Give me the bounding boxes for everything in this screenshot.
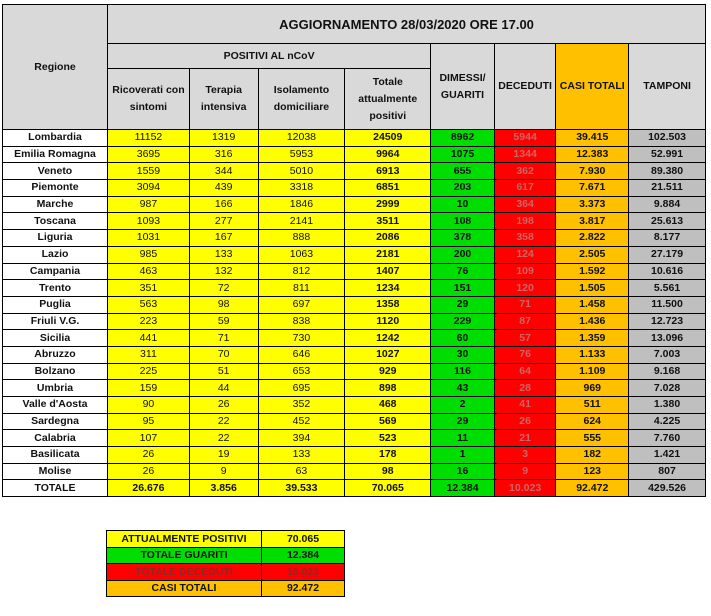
cell-isolamento: 452	[258, 413, 345, 430]
cell-region-name: Liguria	[3, 230, 108, 247]
cell-region-name: Sardegna	[3, 413, 108, 430]
cell-deceduti: 76	[494, 346, 556, 363]
cell-deceduti: 21	[494, 430, 556, 447]
cell-isolamento: 697	[258, 296, 345, 313]
cell-tamponi: 4.225	[629, 413, 706, 430]
summary-row	[107, 531, 345, 548]
cell-tamponi: 27.179	[629, 246, 706, 263]
cell-terapia: 44	[189, 380, 258, 397]
cell-terapia: 9	[189, 463, 258, 480]
cell-tamponi: 21.511	[629, 180, 706, 197]
cell-totale-positivi: 98	[345, 463, 431, 480]
table-row	[3, 463, 706, 480]
total-dimessi: 12.384	[431, 480, 495, 497]
table-row	[3, 146, 706, 163]
cell-totale-positivi: 898	[345, 380, 431, 397]
cell-tamponi: 1.421	[629, 447, 706, 464]
cell-region-name: Toscana	[3, 213, 108, 230]
cell-tamponi: 7.760	[629, 430, 706, 447]
cell-region-name: Emilia Romagna	[3, 146, 108, 163]
cell-region-name: Lombardia	[3, 130, 108, 147]
cell-ricoverati: 107	[108, 430, 190, 447]
cell-deceduti: 1344	[494, 146, 556, 163]
total-isolamento: 39.533	[258, 480, 345, 497]
cell-totale-positivi: 2086	[345, 230, 431, 247]
cell-deceduti: 57	[494, 330, 556, 347]
table-row	[3, 230, 706, 247]
cell-ricoverati: 90	[108, 397, 190, 414]
cell-isolamento: 730	[258, 330, 345, 347]
cell-dimessi: 60	[431, 330, 495, 347]
summary-label: ATTUALMENTE POSITIVI	[107, 531, 262, 548]
table-row	[3, 246, 706, 263]
cell-isolamento: 812	[258, 263, 345, 280]
table-row	[3, 363, 706, 380]
cell-totale-positivi: 9964	[345, 146, 431, 163]
table-row	[3, 447, 706, 464]
cell-terapia: 19	[189, 447, 258, 464]
cell-region-name: Puglia	[3, 296, 108, 313]
cell-casi-totali: 1.458	[556, 296, 629, 313]
cell-region-name: Piemonte	[3, 180, 108, 197]
cell-isolamento: 3318	[258, 180, 345, 197]
cell-region-name: Abruzzo	[3, 346, 108, 363]
header-regione: Regione	[3, 5, 108, 130]
covid-regional-table	[2, 4, 706, 497]
cell-tamponi: 52.991	[629, 146, 706, 163]
cell-region-name: Lazio	[3, 246, 108, 263]
cell-deceduti: 617	[494, 180, 556, 197]
cell-totale-positivi: 1120	[345, 313, 431, 330]
cell-deceduti: 109	[494, 263, 556, 280]
cell-totale-positivi: 1407	[345, 263, 431, 280]
header-terapia: Terapia intensiva	[189, 69, 258, 130]
summary-value: 10.023	[262, 564, 345, 581]
cell-ricoverati: 3094	[108, 180, 190, 197]
total-region-name: TOTALE	[3, 480, 108, 497]
cell-deceduti: 28	[494, 380, 556, 397]
cell-ricoverati: 1031	[108, 230, 190, 247]
total-totale-positivi: 70.065	[345, 480, 431, 497]
cell-isolamento: 838	[258, 313, 345, 330]
cell-ricoverati: 1559	[108, 163, 190, 180]
header-isolamento: Isolamento domiciliare	[258, 69, 345, 130]
cell-casi-totali: 1.505	[556, 280, 629, 297]
cell-terapia: 344	[189, 163, 258, 180]
cell-deceduti: 362	[494, 163, 556, 180]
cell-deceduti: 5944	[494, 130, 556, 147]
table-row	[3, 313, 706, 330]
cell-isolamento: 888	[258, 230, 345, 247]
summary-label: TOTALE DECEDUTI	[107, 564, 262, 581]
cell-ricoverati: 11152	[108, 130, 190, 147]
table-row	[3, 330, 706, 347]
cell-casi-totali: 39.415	[556, 130, 629, 147]
cell-deceduti: 198	[494, 213, 556, 230]
table-row	[3, 346, 706, 363]
cell-ricoverati: 985	[108, 246, 190, 263]
cell-isolamento: 12038	[258, 130, 345, 147]
summary-row	[107, 564, 345, 581]
cell-casi-totali: 1.592	[556, 263, 629, 280]
cell-dimessi: 151	[431, 280, 495, 297]
cell-ricoverati: 26	[108, 447, 190, 464]
cell-deceduti: 26	[494, 413, 556, 430]
cell-isolamento: 1846	[258, 196, 345, 213]
total-tamponi: 429.526	[629, 480, 706, 497]
cell-totale-positivi: 1234	[345, 280, 431, 297]
cell-dimessi: 108	[431, 213, 495, 230]
cell-dimessi: 16	[431, 463, 495, 480]
table-row	[3, 413, 706, 430]
cell-terapia: 59	[189, 313, 258, 330]
cell-dimessi: 30	[431, 346, 495, 363]
cell-dimessi: 655	[431, 163, 495, 180]
cell-dimessi: 11	[431, 430, 495, 447]
table-row	[3, 196, 706, 213]
cell-tamponi: 13.096	[629, 330, 706, 347]
cell-region-name: Friuli V.G.	[3, 313, 108, 330]
cell-tamponi: 7.003	[629, 346, 706, 363]
cell-totale-positivi: 24509	[345, 130, 431, 147]
cell-casi-totali: 624	[556, 413, 629, 430]
cell-deceduti: 124	[494, 246, 556, 263]
summary-value: 92.472	[262, 580, 345, 597]
cell-dimessi: 378	[431, 230, 495, 247]
cell-ricoverati: 463	[108, 263, 190, 280]
cell-ricoverati: 987	[108, 196, 190, 213]
cell-terapia: 316	[189, 146, 258, 163]
header-totale-positivi: Totale attualmente positivi	[345, 69, 431, 130]
cell-terapia: 166	[189, 196, 258, 213]
cell-tamponi: 11.500	[629, 296, 706, 313]
cell-tamponi: 9.168	[629, 363, 706, 380]
cell-terapia: 132	[189, 263, 258, 280]
total-ricoverati: 26.676	[108, 480, 190, 497]
cell-casi-totali: 1.436	[556, 313, 629, 330]
table-row	[3, 430, 706, 447]
cell-region-name: Veneto	[3, 163, 108, 180]
report-title: AGGIORNAMENTO 28/03/2020 ORE 17.00	[108, 5, 706, 44]
table-row	[3, 263, 706, 280]
cell-casi-totali: 182	[556, 447, 629, 464]
cell-terapia: 22	[189, 413, 258, 430]
cell-tamponi: 9.884	[629, 196, 706, 213]
cell-isolamento: 653	[258, 363, 345, 380]
cell-tamponi: 10.616	[629, 263, 706, 280]
cell-casi-totali: 969	[556, 380, 629, 397]
cell-casi-totali: 12.383	[556, 146, 629, 163]
cell-dimessi: 2	[431, 397, 495, 414]
cell-isolamento: 646	[258, 346, 345, 363]
cell-region-name: Campania	[3, 263, 108, 280]
cell-ricoverati: 311	[108, 346, 190, 363]
cell-ricoverati: 351	[108, 280, 190, 297]
total-deceduti: 10.023	[494, 480, 556, 497]
cell-ricoverati: 26	[108, 463, 190, 480]
summary-row	[107, 547, 345, 564]
cell-region-name: Molise	[3, 463, 108, 480]
cell-dimessi: 200	[431, 246, 495, 263]
cell-ricoverati: 1093	[108, 213, 190, 230]
cell-casi-totali: 1.133	[556, 346, 629, 363]
summary-label: CASI TOTALI	[107, 580, 262, 597]
summary-value: 70.065	[262, 531, 345, 548]
cell-dimessi: 116	[431, 363, 495, 380]
cell-terapia: 1319	[189, 130, 258, 147]
header-ricoverati: Ricoverati con sintomi	[108, 69, 190, 130]
totals-row	[3, 480, 706, 497]
cell-terapia: 439	[189, 180, 258, 197]
cell-terapia: 277	[189, 213, 258, 230]
cell-region-name: Bolzano	[3, 363, 108, 380]
table-row	[3, 397, 706, 414]
cell-terapia: 22	[189, 430, 258, 447]
cell-dimessi: 1075	[431, 146, 495, 163]
cell-totale-positivi: 1358	[345, 296, 431, 313]
table-row	[3, 213, 706, 230]
cell-isolamento: 394	[258, 430, 345, 447]
cell-isolamento: 811	[258, 280, 345, 297]
header-tamponi: TAMPONI	[629, 44, 706, 130]
cell-tamponi: 5.561	[629, 280, 706, 297]
cell-casi-totali: 3.373	[556, 196, 629, 213]
header-positivi: POSITIVI AL nCoV	[108, 44, 431, 69]
cell-isolamento: 695	[258, 380, 345, 397]
cell-ricoverati: 159	[108, 380, 190, 397]
cell-casi-totali: 1.109	[556, 363, 629, 380]
cell-terapia: 98	[189, 296, 258, 313]
table-row	[3, 280, 706, 297]
cell-isolamento: 63	[258, 463, 345, 480]
cell-casi-totali: 2.505	[556, 246, 629, 263]
summary-row	[107, 580, 345, 597]
cell-totale-positivi: 3511	[345, 213, 431, 230]
cell-dimessi: 1	[431, 447, 495, 464]
table-row	[3, 296, 706, 313]
cell-tamponi: 7.028	[629, 380, 706, 397]
cell-totale-positivi: 468	[345, 397, 431, 414]
cell-terapia: 167	[189, 230, 258, 247]
cell-dimessi: 203	[431, 180, 495, 197]
cell-deceduti: 64	[494, 363, 556, 380]
cell-terapia: 72	[189, 280, 258, 297]
cell-ricoverati: 3695	[108, 146, 190, 163]
cell-deceduti: 120	[494, 280, 556, 297]
summary-value: 12.384	[262, 547, 345, 564]
cell-terapia: 51	[189, 363, 258, 380]
cell-deceduti: 41	[494, 397, 556, 414]
cell-tamponi: 102.503	[629, 130, 706, 147]
cell-isolamento: 5953	[258, 146, 345, 163]
cell-casi-totali: 2.822	[556, 230, 629, 247]
cell-isolamento: 133	[258, 447, 345, 464]
cell-isolamento: 352	[258, 397, 345, 414]
header-dimessi: DIMESSI/ GUARITI	[431, 44, 495, 130]
cell-deceduti: 71	[494, 296, 556, 313]
cell-totale-positivi: 523	[345, 430, 431, 447]
cell-deceduti: 9	[494, 463, 556, 480]
total-casi-totali: 92.472	[556, 480, 629, 497]
cell-isolamento: 5010	[258, 163, 345, 180]
cell-region-name: Marche	[3, 196, 108, 213]
table-row	[3, 380, 706, 397]
cell-deceduti: 364	[494, 196, 556, 213]
cell-region-name: Umbria	[3, 380, 108, 397]
cell-dimessi: 29	[431, 296, 495, 313]
cell-ricoverati: 223	[108, 313, 190, 330]
cell-dimessi: 43	[431, 380, 495, 397]
cell-totale-positivi: 2181	[345, 246, 431, 263]
cell-region-name: Basilicata	[3, 447, 108, 464]
cell-totale-positivi: 6851	[345, 180, 431, 197]
cell-ricoverati: 441	[108, 330, 190, 347]
cell-region-name: Valle d'Aosta	[3, 397, 108, 414]
cell-casi-totali: 511	[556, 397, 629, 414]
cell-dimessi: 29	[431, 413, 495, 430]
cell-totale-positivi: 178	[345, 447, 431, 464]
cell-region-name: Calabria	[3, 430, 108, 447]
cell-casi-totali: 3.817	[556, 213, 629, 230]
cell-terapia: 70	[189, 346, 258, 363]
cell-tamponi: 8.177	[629, 230, 706, 247]
cell-totale-positivi: 1242	[345, 330, 431, 347]
cell-dimessi: 10	[431, 196, 495, 213]
cell-isolamento: 2141	[258, 213, 345, 230]
table-row	[3, 180, 706, 197]
cell-casi-totali: 7.930	[556, 163, 629, 180]
cell-tamponi: 1.380	[629, 397, 706, 414]
cell-dimessi: 229	[431, 313, 495, 330]
table-body	[3, 130, 706, 497]
header-deceduti: DECEDUTI	[494, 44, 556, 130]
cell-casi-totali: 123	[556, 463, 629, 480]
header-casi-totali: CASI TOTALI	[556, 44, 629, 130]
table-row	[3, 130, 706, 147]
cell-deceduti: 87	[494, 313, 556, 330]
cell-region-name: Sicilia	[3, 330, 108, 347]
cell-totale-positivi: 929	[345, 363, 431, 380]
cell-tamponi: 807	[629, 463, 706, 480]
cell-terapia: 133	[189, 246, 258, 263]
cell-totale-positivi: 569	[345, 413, 431, 430]
cell-region-name: Trento	[3, 280, 108, 297]
cell-dimessi: 76	[431, 263, 495, 280]
cell-terapia: 26	[189, 397, 258, 414]
cell-casi-totali: 7.671	[556, 180, 629, 197]
cell-ricoverati: 563	[108, 296, 190, 313]
cell-totale-positivi: 2999	[345, 196, 431, 213]
summary-label: TOTALE GUARITI	[107, 547, 262, 564]
cell-deceduti: 358	[494, 230, 556, 247]
cell-terapia: 71	[189, 330, 258, 347]
total-terapia: 3.856	[189, 480, 258, 497]
cell-casi-totali: 1.359	[556, 330, 629, 347]
cell-totale-positivi: 1027	[345, 346, 431, 363]
cell-casi-totali: 555	[556, 430, 629, 447]
cell-tamponi: 12.723	[629, 313, 706, 330]
cell-ricoverati: 225	[108, 363, 190, 380]
cell-tamponi: 89.380	[629, 163, 706, 180]
cell-dimessi: 8962	[431, 130, 495, 147]
cell-tamponi: 25.613	[629, 213, 706, 230]
table-row	[3, 163, 706, 180]
cell-isolamento: 1063	[258, 246, 345, 263]
cell-totale-positivi: 6913	[345, 163, 431, 180]
cell-ricoverati: 95	[108, 413, 190, 430]
cell-deceduti: 3	[494, 447, 556, 464]
summary-table	[106, 530, 345, 597]
